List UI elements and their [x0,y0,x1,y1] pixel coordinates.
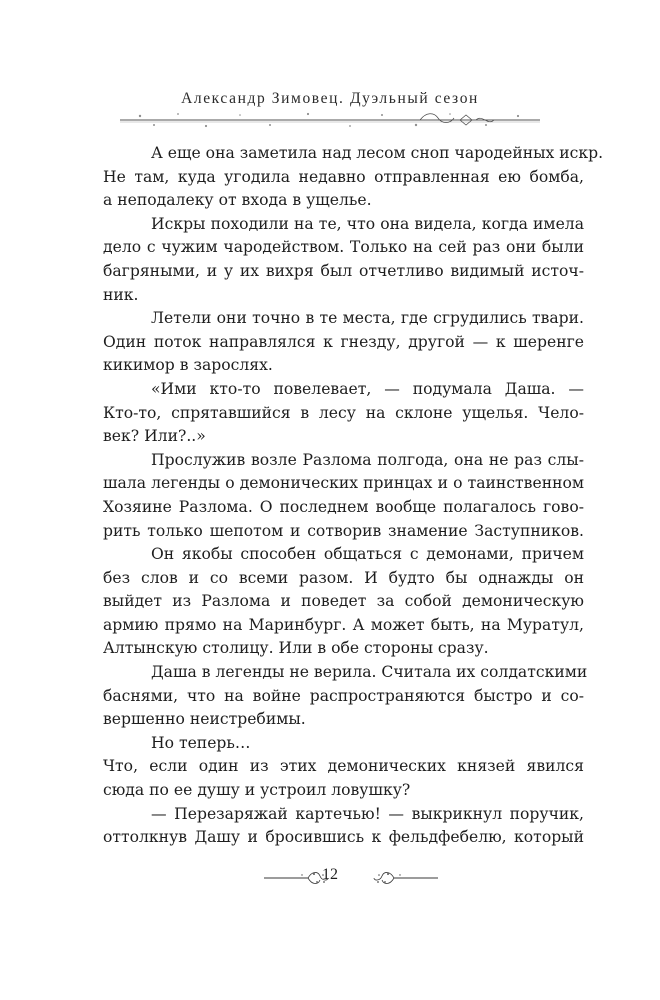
text-line: сюда по ее душу и устроил ловушку? [103,781,411,800]
text-line: Хозяине Разлома. О последнем вообще полагалось гово- [103,497,584,516]
text-line: шала легенды о демонических принцах и о таинственном [103,474,584,493]
text-line: ник. [103,285,139,304]
text-line: Прослужив возле Разлома полгода, она не раз слы- [151,450,584,469]
text-line: выйдет из Разлома и поведет за собой демоническую [103,592,584,611]
text-line: рить только шепотом и сотворив знамение Заступников. [103,521,584,540]
text-line: армию прямо на Маринбург. А может быть, на Муратул, [103,615,584,634]
text-line: Не там, куда угодила недавно отправленная ею бомба, [103,167,584,186]
decorative-rule-icon [120,108,540,132]
text-line: баснями, что на войне распространяются быстро и со- [103,686,584,705]
page-footer [0,860,660,896]
text-line: кикимор в зарослях. [103,356,273,375]
text-line: Кто-то, спрятавшийся в лесу на склоне ущелья. Чело- [103,403,584,422]
text-line: век? Или?..» [103,427,206,446]
text-line: а неподалеку от входа в ущелье. [103,191,372,210]
text-line: Алтынскую столицу. Или в обе стороны сразу. [103,639,489,658]
text-line: без слов и со всеми разом. И будто бы однажды он [103,568,584,587]
text-line: вершенно неистребимы. [103,710,306,729]
text-line: «Ими кто-то повелевает, — подумала Даша. — [151,379,584,398]
text-line: Один поток направлялся к гнезду, другой — к шеренге [103,332,584,351]
page-number: 12 [322,866,338,883]
text-line: А еще она заметила над лесом сноп чародейных искр. [151,144,604,162]
text-line: — Перезаряжай картечью! — выкрикнул поручик, [151,804,584,823]
flourish-right-icon [372,868,440,888]
text-line: оттолкнув Дашу и бросившись к фельдфебелю, который [103,828,584,847]
text-line: Даша в легенды не верила. Считала их солдатскими [151,663,588,682]
text-line: Он якобы способен общаться с демонами, причем [151,545,584,564]
text-line: Но теперь… [151,733,251,752]
running-head-title: Александр Зимовец. Дуэльный сезон [181,90,479,107]
text-line: дело с чужим чародейством. Только на сей раз они были [103,238,584,257]
text-line: Что, если один из этих демонических князей явился [103,757,584,776]
body-text [103,142,604,850]
text-line: Искры походили на те, что она видела, когда имела [151,214,584,233]
text-line: Летели они точно в те места, где сгрудились твари. [151,309,584,328]
text-line: багряными, и у их вихря был отчетливо видимый источ- [103,261,584,280]
